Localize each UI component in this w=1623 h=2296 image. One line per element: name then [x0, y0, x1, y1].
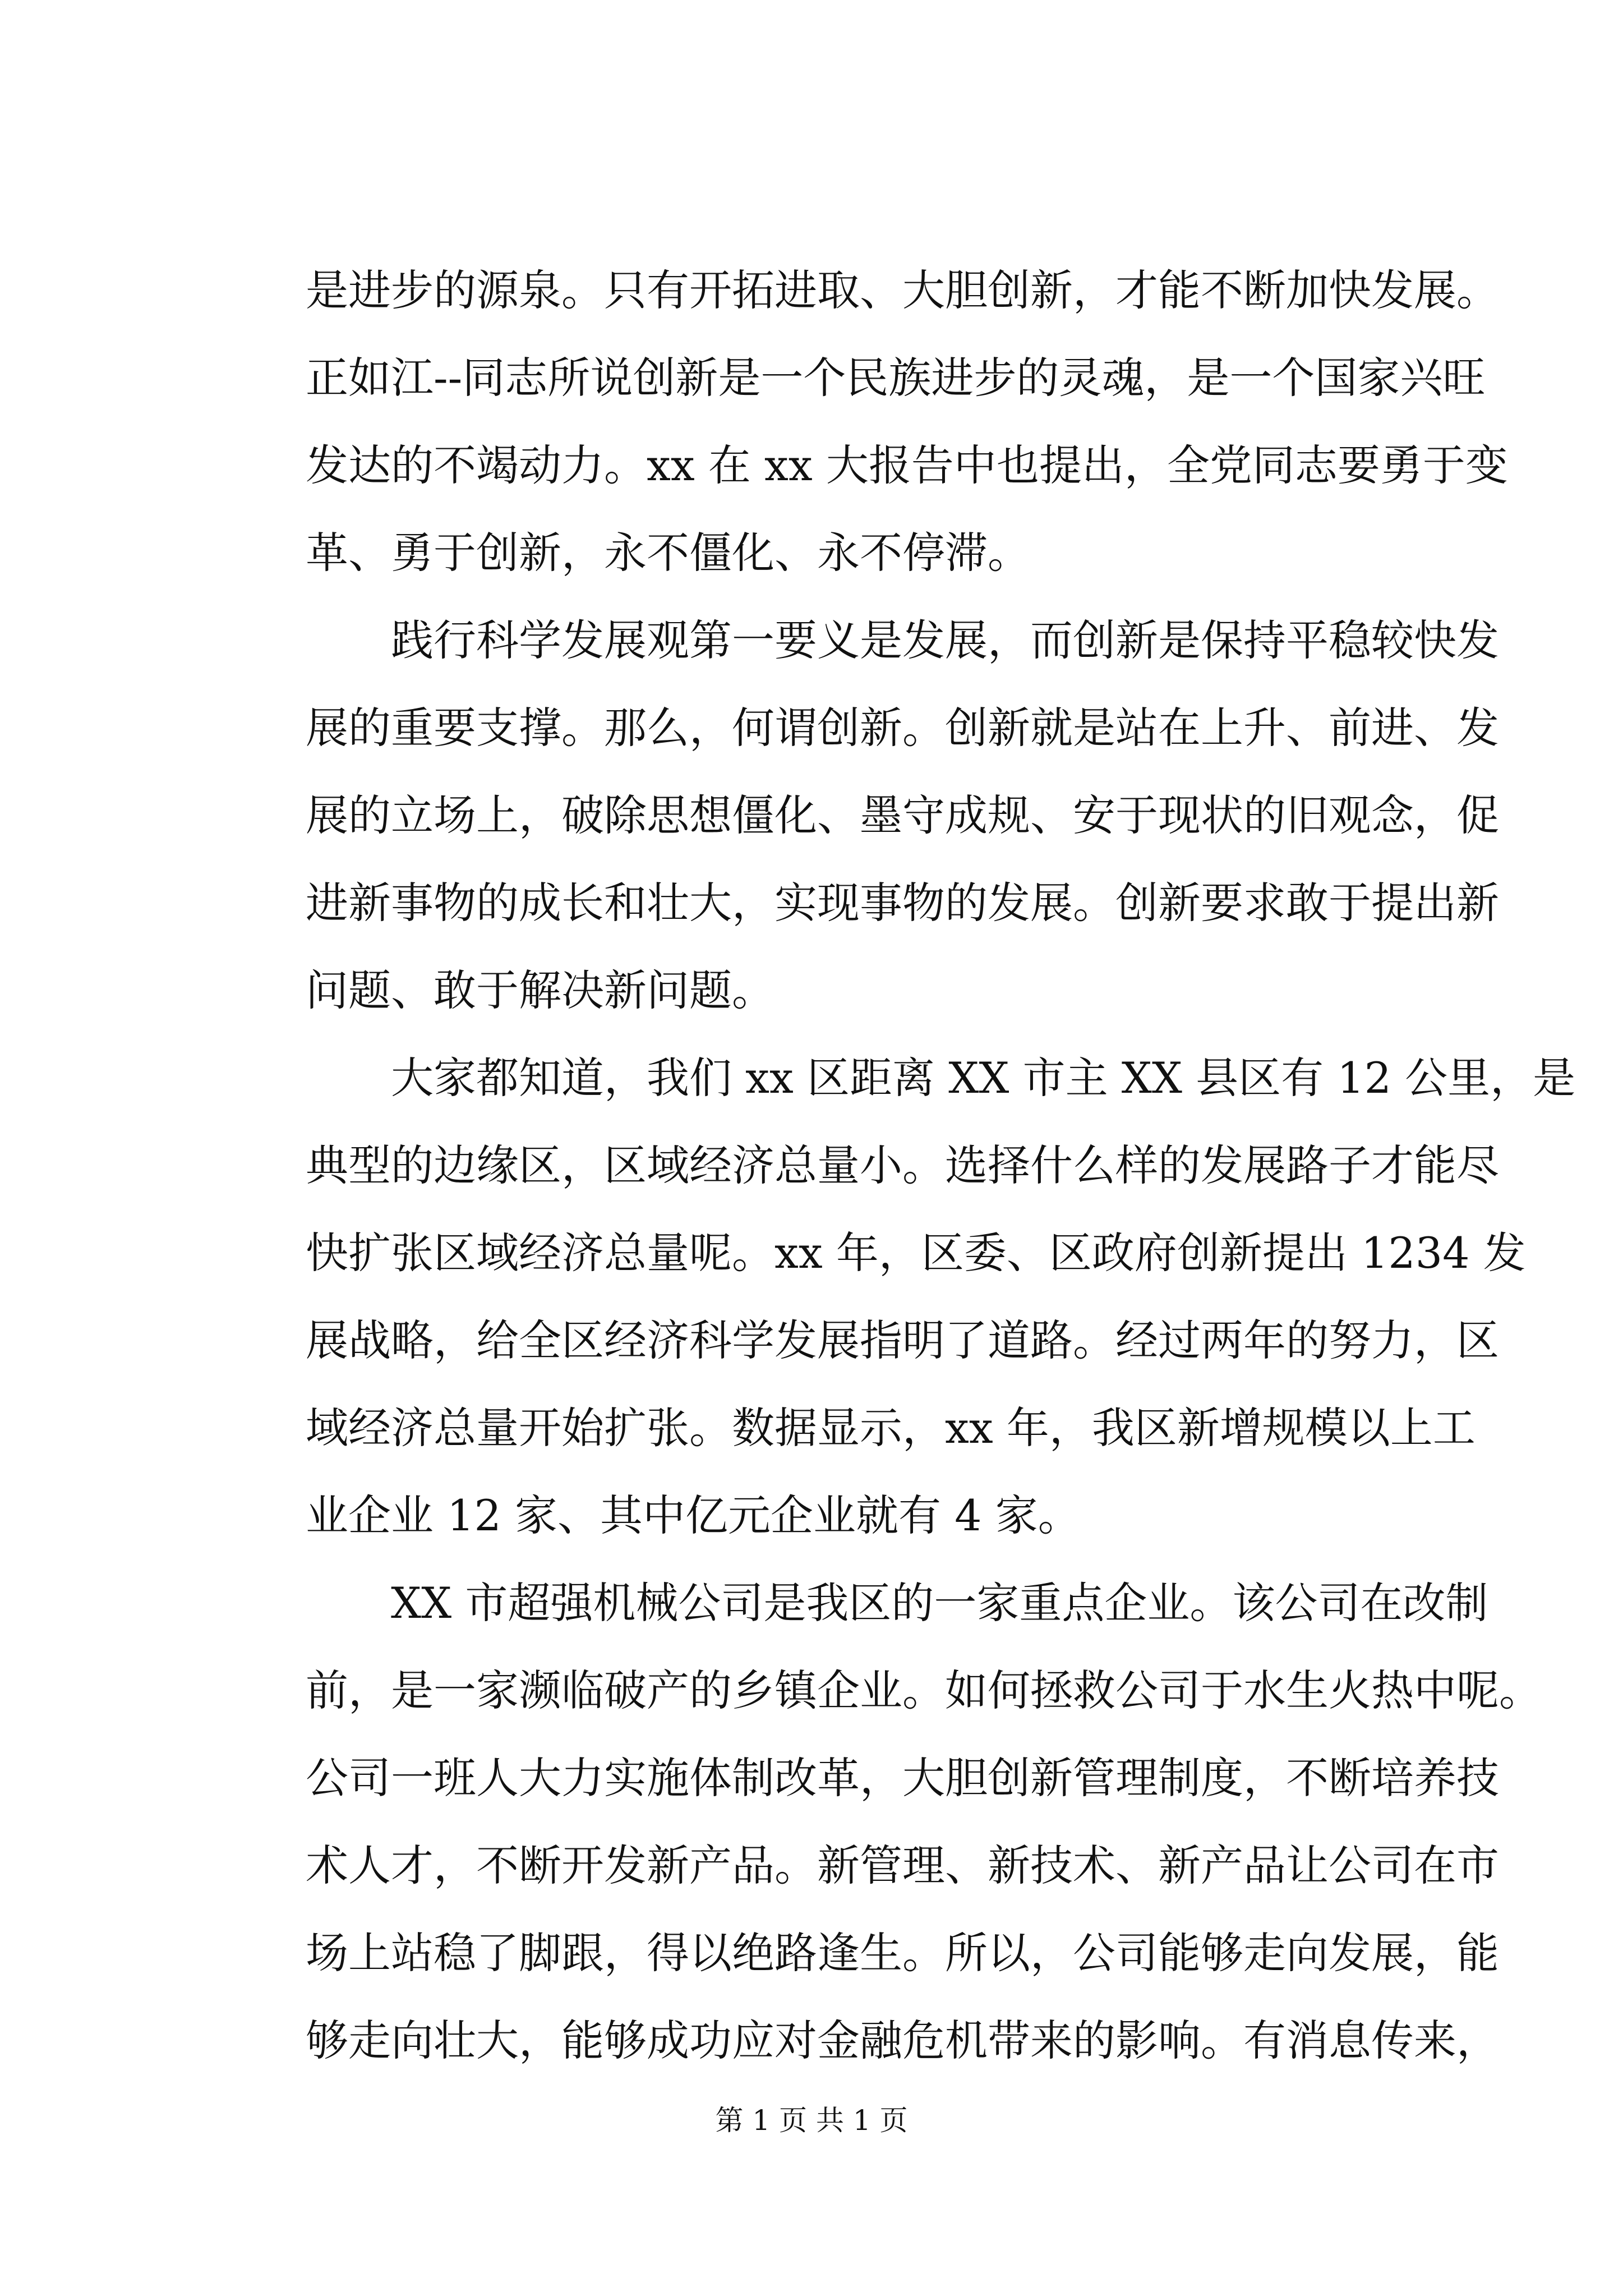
text-line: 域经济总量开始扩张。数据显示，xx 年，我区新增规模以上工: [306, 1403, 1476, 1453]
text-line: 展的立场上，破除思想僵化、墨守成规、安于现状的旧观念，促: [306, 790, 1499, 840]
text-line: XX 市超强机械公司是我区的一家重点企业。该公司在改制: [306, 1578, 1488, 1628]
text-line: 展战略，给全区经济科学发展指明了道路。经过两年的努力，区: [306, 1315, 1499, 1365]
text-line: 术人才，不断开发新产品。新管理、新技术、新产品让公司在市: [306, 1841, 1499, 1890]
text-line: 够走向壮大，能够成功应对金融危机带来的影响。有消息传来，: [306, 2016, 1499, 2065]
text-line: 典型的边缘区，区域经济总量小。选择什么样的发展路子才能尽: [306, 1140, 1499, 1190]
text-line: 问题、敢于解决新问题。: [306, 965, 774, 1015]
text-line: 践行科学发展观第一要义是发展，而创新是保持平稳较快发: [306, 615, 1499, 665]
page-number-footer: 第 1 页 共 1 页: [715, 2104, 908, 2137]
text-line: 革、勇于创新，永不僵化、永不停滞。: [306, 528, 1030, 578]
text-line: 正如江--同志所说创新是一个民族进步的灵魂，是一个国家兴旺: [306, 353, 1486, 403]
text-line: 大家都知道，我们 xx 区距离 XX 市主 XX 县区有 12 公里，是: [306, 1053, 1576, 1103]
text-line: 进新事物的成长和壮大，实现事物的发展。创新要求敢于提出新: [306, 878, 1499, 928]
text-line: 业企业 12 家、其中亿元企业就有 4 家。: [306, 1490, 1081, 1540]
text-line: 发达的不竭动力。xx 在 xx 大报告中也提出，全党同志要勇于变: [306, 440, 1508, 490]
text-line: 场上站稳了脚跟，得以绝路逢生。所以，公司能够走向发展，能: [306, 1928, 1499, 1978]
text-line: 前，是一家濒临破产的乡镇企业。如何拯救公司于水生火热中呢。: [306, 1665, 1542, 1715]
text-line: 是进步的源泉。只有开拓进取、大胆创新，才能不断加快发展。: [306, 265, 1499, 315]
text-line: 展的重要支撑。那么，何谓创新。创新就是站在上升、前进、发: [306, 703, 1499, 753]
text-line: 公司一班人大力实施体制改革，大胆创新管理制度，不断培养技: [306, 1753, 1499, 1803]
text-line: 快扩张区域经济总量呢。xx 年，区委、区政府创新提出 1234 发: [306, 1228, 1526, 1278]
